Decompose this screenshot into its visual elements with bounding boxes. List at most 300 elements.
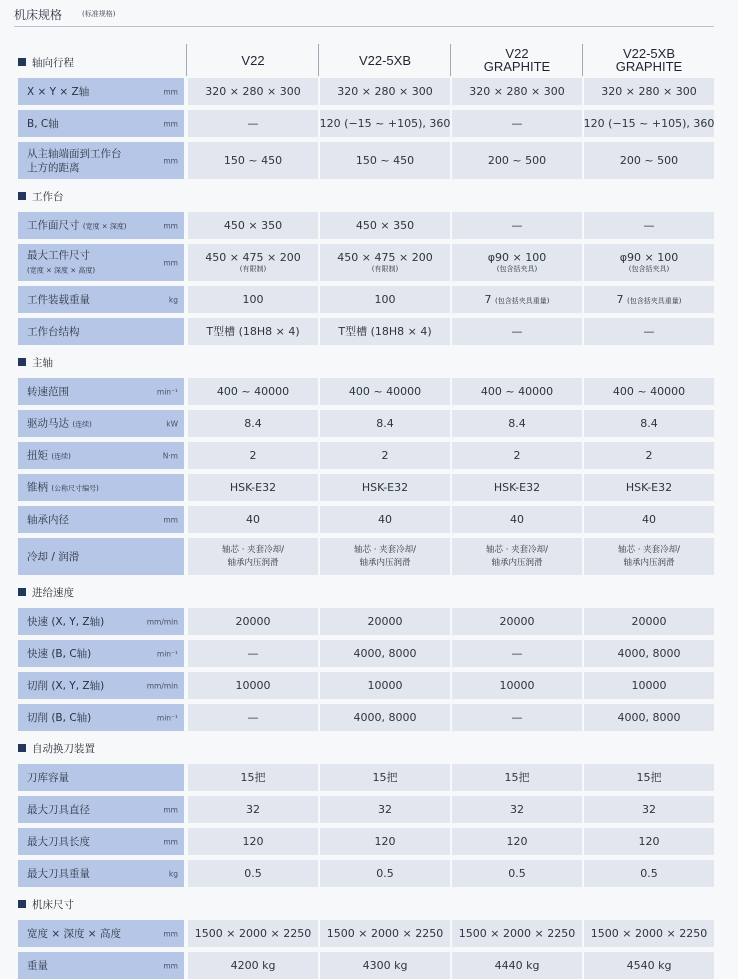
spec-row bbox=[18, 378, 714, 405]
cell-value: HSK-E32 bbox=[361, 481, 409, 494]
value-cell bbox=[584, 764, 714, 791]
cell-value-line bbox=[584, 117, 715, 130]
spec-row bbox=[18, 474, 714, 501]
value-cell bbox=[320, 212, 450, 239]
cell-note: (包含括夹具) bbox=[496, 265, 538, 273]
cell-value: 轴芯 · 夹套冷却/ bbox=[222, 544, 284, 555]
row-label-cell bbox=[18, 442, 184, 469]
spec-row bbox=[18, 142, 714, 179]
value-cell bbox=[188, 506, 318, 533]
section-heading bbox=[18, 52, 74, 72]
cell-value: 4000, 8000 bbox=[617, 647, 681, 660]
value-cell bbox=[320, 142, 450, 179]
cell-value: 400 ~ 40000 bbox=[612, 385, 686, 398]
cell-value: 100 bbox=[242, 293, 264, 306]
cell-value: 450 × 475 × 200 bbox=[337, 251, 433, 264]
cell-value: — bbox=[247, 647, 259, 660]
cell-value-line bbox=[485, 293, 550, 306]
cell-value-line bbox=[481, 385, 553, 398]
value-cell bbox=[452, 608, 582, 635]
section-bullet-icon bbox=[18, 358, 26, 366]
cell-note: (包含括夹具重量) bbox=[495, 297, 550, 305]
row-label-text: 驱动马达 bbox=[27, 417, 69, 429]
cell-value: 400 ~ 40000 bbox=[348, 385, 422, 398]
row-label bbox=[27, 416, 92, 431]
cell-value: 450 × 350 bbox=[223, 219, 283, 232]
row-label-text: 锥柄 bbox=[27, 481, 48, 493]
row-label bbox=[27, 615, 104, 629]
value-cell bbox=[320, 796, 450, 823]
column-header-2 bbox=[320, 44, 450, 76]
row-unit: min⁻¹ bbox=[156, 713, 178, 722]
cell-value: 320 × 280 × 300 bbox=[337, 85, 433, 98]
row-label-cell bbox=[18, 828, 184, 855]
cell-value: 2 bbox=[381, 449, 389, 462]
column-header-line2: GRAPHITE bbox=[615, 59, 683, 74]
cell-value: HSK-E32 bbox=[625, 481, 673, 494]
cell-value-line bbox=[224, 219, 282, 232]
cell-value: 120 (−15 ~ +105), 360 bbox=[583, 117, 715, 130]
spec-row bbox=[18, 442, 714, 469]
value-cell bbox=[584, 506, 714, 533]
row-label-text: 最大刀具长度 bbox=[27, 835, 90, 848]
value-cell bbox=[188, 704, 318, 731]
cell-value: HSK-E32 bbox=[229, 481, 277, 494]
section-heading bbox=[18, 352, 53, 372]
cell-value-line bbox=[626, 481, 672, 494]
row-label bbox=[27, 248, 95, 277]
row-label-note: (宽度 × 深度) bbox=[82, 222, 127, 230]
value-cell bbox=[320, 538, 450, 575]
row-label-text: 最大刀具重量 bbox=[27, 867, 90, 880]
cell-value-line bbox=[512, 325, 523, 338]
cell-value-line2: 轴承内压润滑 bbox=[491, 557, 543, 568]
cell-value: 15把 bbox=[240, 771, 266, 784]
cell-value: 4000, 8000 bbox=[353, 711, 417, 724]
section-title: 主轴 bbox=[32, 356, 53, 369]
cell-value-line bbox=[320, 117, 451, 130]
cell-value-line bbox=[230, 481, 276, 494]
row-label-cell bbox=[18, 920, 184, 947]
row-label-text: 工作面尺寸 bbox=[27, 219, 80, 231]
value-cell bbox=[584, 212, 714, 239]
cell-value-line bbox=[512, 711, 523, 724]
row-label-cell bbox=[18, 286, 184, 313]
spec-row bbox=[18, 506, 714, 533]
cell-value: 40 bbox=[378, 513, 392, 526]
value-cell bbox=[584, 442, 714, 469]
cell-value-line bbox=[512, 117, 523, 130]
value-cell bbox=[188, 860, 318, 887]
section-bullet-icon bbox=[18, 58, 26, 66]
column-header-line1: V22 bbox=[505, 46, 529, 61]
cell-value-line bbox=[637, 771, 662, 784]
cell-value: 120 bbox=[242, 835, 264, 848]
section-heading bbox=[18, 186, 64, 206]
cell-value: 4000, 8000 bbox=[353, 647, 417, 660]
spec-title-bar bbox=[14, 0, 714, 27]
value-cell bbox=[188, 538, 318, 575]
spec-row bbox=[18, 212, 714, 239]
cell-value-line bbox=[500, 679, 535, 692]
row-label-text: 最大刀具直径 bbox=[27, 803, 90, 816]
cell-value-line bbox=[459, 927, 575, 940]
cell-value: 15把 bbox=[636, 771, 662, 784]
row-unit: mm bbox=[163, 805, 178, 814]
value-cell bbox=[452, 142, 582, 179]
cell-value-line bbox=[495, 959, 540, 972]
value-cell bbox=[584, 796, 714, 823]
cell-value-line bbox=[368, 615, 403, 628]
value-cell bbox=[452, 538, 582, 575]
value-cell bbox=[584, 608, 714, 635]
section-bullet-icon bbox=[18, 192, 26, 200]
cell-value-line bbox=[246, 513, 260, 526]
value-cell bbox=[452, 640, 582, 667]
value-cell bbox=[452, 286, 582, 313]
cell-value-line bbox=[337, 85, 432, 98]
cell-value-line2: 轴承内压润滑 bbox=[623, 557, 675, 568]
row-label-text: 扭矩 bbox=[27, 449, 48, 461]
value-cell bbox=[320, 608, 450, 635]
cell-value-line bbox=[488, 251, 546, 264]
row-label bbox=[27, 771, 69, 785]
value-cell bbox=[452, 110, 582, 137]
value-cell bbox=[188, 442, 318, 469]
value-cell bbox=[188, 244, 318, 281]
cell-value-line bbox=[514, 449, 521, 462]
cell-value-line bbox=[613, 385, 685, 398]
row-label-cell bbox=[18, 244, 184, 281]
row-label-cell bbox=[18, 142, 184, 179]
cell-value-line bbox=[644, 219, 655, 232]
spec-row bbox=[18, 796, 714, 823]
value-cell bbox=[320, 78, 450, 105]
cell-value-line bbox=[378, 513, 392, 526]
section-title: 工作台 bbox=[32, 190, 64, 203]
cell-value: 32 bbox=[642, 803, 656, 816]
value-cell bbox=[452, 860, 582, 887]
cell-value: — bbox=[511, 219, 523, 232]
row-label-cell bbox=[18, 764, 184, 791]
value-cell bbox=[188, 608, 318, 635]
cell-value-line bbox=[642, 803, 656, 816]
row-label-cell bbox=[18, 410, 184, 437]
cell-value-line bbox=[591, 927, 707, 940]
cell-value-line bbox=[508, 417, 526, 430]
value-cell bbox=[452, 828, 582, 855]
cell-value: 0.5 bbox=[508, 867, 526, 880]
row-unit: mm bbox=[163, 837, 178, 846]
cell-value: 40 bbox=[246, 513, 260, 526]
cell-value: 450 × 350 bbox=[355, 219, 415, 232]
cell-value: 200 ~ 500 bbox=[487, 154, 547, 167]
cell-value-line bbox=[382, 449, 389, 462]
row-label bbox=[27, 117, 59, 131]
value-cell bbox=[584, 538, 714, 575]
column-header-line1: V22-5XB bbox=[358, 52, 412, 68]
cell-value-line bbox=[354, 647, 417, 660]
cell-value: 20000 bbox=[631, 615, 667, 628]
cell-value-line bbox=[362, 481, 408, 494]
value-cell bbox=[320, 442, 450, 469]
cell-value-line bbox=[327, 927, 443, 940]
cell-value: 32 bbox=[510, 803, 524, 816]
row-unit: mm bbox=[163, 119, 178, 128]
row-label bbox=[27, 147, 122, 175]
cell-note: (有限制) bbox=[371, 265, 399, 273]
cell-value: 320 × 280 × 300 bbox=[601, 85, 697, 98]
value-cell bbox=[320, 640, 450, 667]
value-cell bbox=[452, 796, 582, 823]
value-cell bbox=[188, 286, 318, 313]
value-cell bbox=[452, 506, 582, 533]
cell-value: 150 ~ 450 bbox=[223, 154, 283, 167]
value-cell bbox=[188, 920, 318, 947]
cell-value-line bbox=[248, 711, 259, 724]
row-label-cell bbox=[18, 318, 184, 345]
section-heading bbox=[18, 894, 74, 914]
row-label bbox=[27, 711, 91, 725]
cell-value: 轴芯 · 夹套冷却/ bbox=[618, 544, 680, 555]
value-cell bbox=[584, 410, 714, 437]
cell-value: 0.5 bbox=[244, 867, 262, 880]
row-label-text: B, C轴 bbox=[27, 117, 59, 130]
cell-value: HSK-E32 bbox=[493, 481, 541, 494]
row-label-text: 切削 (B, C轴) bbox=[27, 711, 92, 724]
cell-value-line bbox=[620, 251, 678, 264]
cell-value: — bbox=[511, 117, 523, 130]
cell-value: 20000 bbox=[367, 615, 403, 628]
value-cell bbox=[584, 110, 714, 137]
section-title: 进给速度 bbox=[32, 586, 74, 599]
cell-value-line bbox=[354, 711, 417, 724]
spec-row bbox=[18, 110, 714, 137]
cell-value: 32 bbox=[378, 803, 392, 816]
value-cell bbox=[584, 672, 714, 699]
row-label-cell bbox=[18, 538, 184, 575]
value-cell bbox=[188, 640, 318, 667]
column-header-3 bbox=[452, 44, 582, 76]
spec-row bbox=[18, 538, 714, 575]
cell-value-line bbox=[243, 293, 264, 306]
section-title: 轴向行程 bbox=[32, 56, 74, 69]
cell-value: 32 bbox=[246, 803, 260, 816]
cell-value: 40 bbox=[510, 513, 524, 526]
cell-note: (包含括夹具) bbox=[628, 265, 670, 273]
cell-value-line bbox=[620, 154, 678, 167]
row-label-note: (连续) bbox=[51, 452, 71, 460]
row-unit: mm/min bbox=[146, 617, 178, 626]
value-cell bbox=[584, 378, 714, 405]
row-label bbox=[27, 803, 90, 817]
value-cell bbox=[452, 410, 582, 437]
value-cell bbox=[452, 212, 582, 239]
row-label-text: 从主轴端面到工作台 bbox=[27, 147, 122, 160]
spec-row bbox=[18, 318, 714, 345]
row-unit: mm bbox=[163, 87, 178, 96]
row-label-text: X × Y × Z轴 bbox=[27, 85, 90, 98]
cell-value-line2: 轴承内压润滑 bbox=[227, 557, 279, 568]
cell-value-line bbox=[205, 251, 300, 264]
value-cell bbox=[320, 110, 450, 137]
row-unit: mm bbox=[163, 156, 178, 165]
value-cell bbox=[320, 672, 450, 699]
row-label-cell bbox=[18, 212, 184, 239]
cell-value: 450 × 475 × 200 bbox=[205, 251, 301, 264]
value-cell bbox=[452, 672, 582, 699]
value-cell bbox=[452, 318, 582, 345]
cell-value-line bbox=[640, 417, 658, 430]
cell-value-line bbox=[375, 293, 396, 306]
cell-value-line bbox=[356, 219, 414, 232]
value-cell bbox=[320, 474, 450, 501]
row-label-cell bbox=[18, 506, 184, 533]
row-label-text: 最大工件尺寸 bbox=[27, 249, 90, 261]
cell-value: 7 bbox=[484, 293, 492, 306]
value-cell bbox=[320, 920, 450, 947]
section-bullet-icon bbox=[18, 744, 26, 752]
cell-value-line bbox=[248, 647, 259, 660]
row-unit: kg bbox=[168, 295, 178, 304]
cell-value: 400 ~ 40000 bbox=[216, 385, 290, 398]
spec-row bbox=[18, 640, 714, 667]
cell-value: 100 bbox=[374, 293, 396, 306]
cell-value-line bbox=[217, 385, 289, 398]
row-label-cell bbox=[18, 672, 184, 699]
row-label-text: 切削 (X, Y, Z轴) bbox=[27, 679, 105, 692]
page-subtitle: (标准规格) bbox=[82, 10, 116, 18]
cell-value-line bbox=[205, 85, 300, 98]
row-label-cell bbox=[18, 640, 184, 667]
value-cell bbox=[188, 78, 318, 105]
cell-value-line bbox=[236, 615, 271, 628]
value-cell bbox=[188, 672, 318, 699]
spec-row bbox=[18, 828, 714, 855]
cell-value: 轴芯 · 夹套冷却/ bbox=[354, 544, 416, 555]
cell-value: 8.4 bbox=[640, 417, 658, 430]
spec-row bbox=[18, 608, 714, 635]
row-label bbox=[27, 480, 99, 495]
value-cell bbox=[320, 764, 450, 791]
spec-row bbox=[18, 920, 714, 947]
row-label-text: 转速范围 bbox=[27, 385, 69, 398]
row-unit: kg bbox=[168, 869, 178, 878]
value-cell bbox=[320, 244, 450, 281]
cell-value-line bbox=[507, 835, 528, 848]
column-header-line2: GRAPHITE bbox=[483, 59, 551, 74]
row-label-cell bbox=[18, 378, 184, 405]
cell-value-line bbox=[250, 449, 257, 462]
cell-value-line bbox=[639, 835, 660, 848]
header-divider bbox=[186, 44, 187, 76]
cell-value: — bbox=[247, 117, 259, 130]
row-label-cell bbox=[18, 608, 184, 635]
cell-value: 4540 kg bbox=[626, 959, 672, 972]
cell-value-line bbox=[368, 679, 403, 692]
value-cell bbox=[584, 286, 714, 313]
section-title: 自动换刀装置 bbox=[32, 742, 95, 755]
cell-value-line bbox=[627, 959, 672, 972]
row-label-cell bbox=[18, 796, 184, 823]
cell-value-line bbox=[500, 615, 535, 628]
cell-value-line bbox=[248, 117, 259, 130]
cell-value: 2 bbox=[249, 449, 257, 462]
cell-value: 10000 bbox=[367, 679, 403, 692]
cell-value: 200 ~ 500 bbox=[619, 154, 679, 167]
row-label bbox=[27, 513, 69, 527]
row-label-cell bbox=[18, 110, 184, 137]
cell-value-line bbox=[632, 679, 667, 692]
cell-value: — bbox=[247, 711, 259, 724]
value-cell bbox=[320, 318, 450, 345]
section-heading bbox=[18, 582, 74, 602]
cell-value: 8.4 bbox=[376, 417, 394, 430]
row-unit: mm bbox=[163, 515, 178, 524]
spec-row bbox=[18, 672, 714, 699]
cell-value-line bbox=[376, 867, 394, 880]
cell-value-line bbox=[349, 385, 421, 398]
value-cell bbox=[584, 142, 714, 179]
row-label-note: (连续) bbox=[72, 420, 92, 428]
value-cell bbox=[188, 828, 318, 855]
header-divider bbox=[582, 44, 583, 76]
section-title: 机床尺寸 bbox=[32, 898, 74, 911]
value-cell bbox=[452, 378, 582, 405]
cell-value-line bbox=[632, 615, 667, 628]
value-cell bbox=[320, 286, 450, 313]
row-unit: min⁻¹ bbox=[156, 387, 178, 396]
row-label-cell bbox=[18, 704, 184, 731]
value-cell bbox=[320, 410, 450, 437]
value-cell bbox=[188, 318, 318, 345]
cell-value-line bbox=[601, 85, 696, 98]
row-label bbox=[27, 867, 90, 881]
row-label-text: 轴承内径 bbox=[27, 513, 69, 526]
row-label bbox=[27, 927, 121, 941]
row-label-cell bbox=[18, 474, 184, 501]
row-label-cell bbox=[18, 860, 184, 887]
cell-value: 1500 × 2000 × 2250 bbox=[326, 927, 444, 940]
value-cell bbox=[584, 78, 714, 105]
row-label bbox=[27, 293, 90, 307]
cell-value-line bbox=[469, 85, 564, 98]
value-cell bbox=[320, 378, 450, 405]
cell-value-line bbox=[642, 513, 656, 526]
cell-value-line bbox=[375, 835, 396, 848]
cell-value: 120 bbox=[374, 835, 396, 848]
cell-value: T型槽 (18H8 × 4) bbox=[338, 325, 432, 338]
cell-value-line bbox=[510, 513, 524, 526]
cell-value-line bbox=[356, 154, 414, 167]
value-cell bbox=[452, 952, 582, 979]
cell-value-line2: 轴承内压润滑 bbox=[359, 557, 411, 568]
cell-value-line bbox=[646, 449, 653, 462]
cell-value-line bbox=[337, 251, 432, 264]
value-cell bbox=[452, 78, 582, 105]
cell-value-line bbox=[505, 771, 530, 784]
row-label-text: 重量 bbox=[27, 959, 48, 972]
row-unit: mm bbox=[163, 961, 178, 970]
cell-value-line bbox=[244, 867, 262, 880]
cell-value: 8.4 bbox=[244, 417, 262, 430]
value-cell bbox=[320, 952, 450, 979]
value-cell bbox=[584, 704, 714, 731]
cell-value-line bbox=[512, 647, 523, 660]
row-label-cell bbox=[18, 952, 184, 979]
cell-value: 轴芯 · 夹套冷却/ bbox=[486, 544, 548, 555]
spec-row bbox=[18, 860, 714, 887]
